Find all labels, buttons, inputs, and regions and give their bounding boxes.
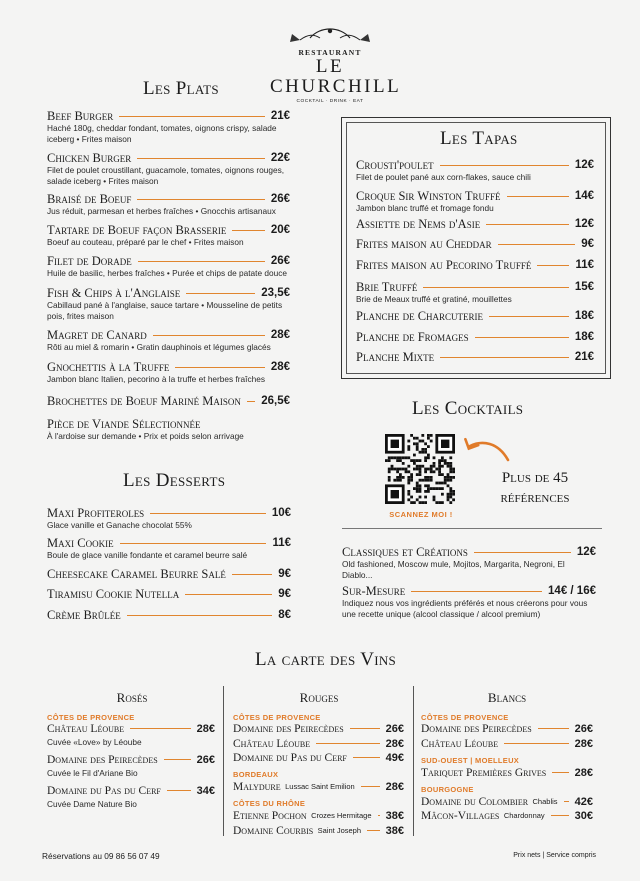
item-description: Jus réduit, parmesan et herbes fraîches • Gnocchis artisanaux [47,206,276,216]
item-name: Sur-Mesure [342,583,406,598]
wine-region: Chardonnay [503,811,545,820]
menu-item [47,608,291,622]
item-name: Planche de Fromages [356,329,469,344]
wine-row [233,722,404,735]
item-name: Brie Truffé [356,279,418,294]
category-label: CÔTES DU RHÔNE [233,799,306,808]
wine-sub: Cuvée le Fil d'Ariane Bio [47,768,138,778]
refs-line1: Plus de 45 [501,470,569,486]
scan-label: SCANNEZ MOI ! [389,510,453,519]
rouges-title: Rouges [299,690,339,705]
menu-item [47,151,290,186]
item-description: Indiquez nous vos ingrédients préférés et nous créerons pour vous une recette unique (alcool classique / alcool premium) [342,598,588,619]
item-price: 28€ [270,329,290,341]
item-name: Magret de Canard [47,327,147,342]
item-name: Crème Brûlée [47,607,121,622]
wine-name: Mâcon-Villages [421,809,500,822]
wine-name: Domaine des Peirecèdes [233,722,344,735]
menu-item [356,350,594,364]
item-name: Brochettes de Boeuf Mariné Maison [47,393,241,408]
item-price: 12€ [576,546,596,558]
ornament-icon [270,24,390,48]
wine-row [233,824,404,837]
wine-row [233,751,404,764]
item-name: Fish & Chips à l'Anglaise [47,285,181,300]
menu-item [356,217,594,231]
column-divider [413,686,414,836]
item-description: Haché 180g, cheddar fondant, tomates, oignons crispy, salade iceberg • Frites maison [47,123,277,144]
category-label: BOURGOGNE [421,785,474,794]
wine-row [421,809,593,822]
item-name: Frites maison au Pecorino Truffé [356,257,532,272]
wine-price: 28€ [385,780,404,793]
item-name: Tartare de Boeuf façon Brasserie [47,222,227,237]
wine-row [47,722,215,735]
wine-region: Chablis [532,797,558,806]
item-name: Classiques et Créations [342,544,468,559]
menu-item [356,309,594,323]
qr-code[interactable] [385,434,455,504]
wine-name: Tariquet Premières Grives [421,766,547,779]
item-description: Brie de Meaux truffé et gratiné, mouillettes [356,294,512,304]
category-label: CÔTES DE PROVENCE [47,713,135,722]
wine-name: Malydure [233,780,281,793]
wine-price: 28€ [574,766,593,779]
item-description: Glace vanille et Ganache chocolat 55% [47,520,192,530]
wine-region: Lussac Saint Emilion [285,782,355,791]
qr-code-icon [385,434,455,504]
tapas-title: Les Tapas [440,128,518,149]
item-description: Filet de poulet pané aux corn-flakes, sauce chili [356,172,531,182]
wine-price: 26€ [385,722,404,735]
wine-price: 28€ [196,722,215,735]
logo-tagline: COCKTAIL · DRINK · EAT [296,99,364,104]
wine-name: Château Léoube [421,737,499,750]
refs-line2: références [500,490,570,506]
reservations-text: Réservations au 09 86 56 07 49 [42,851,160,861]
menu-item [356,189,594,214]
wine-name: Château Léoube [233,737,311,750]
wine-price: 34€ [196,784,215,797]
item-price: 26,5€ [261,395,290,407]
wine-price: 30€ [574,809,593,822]
item-price: 21€ [574,351,594,363]
item-name: Planche Mixte [356,349,435,364]
menu-item [47,567,291,581]
wine-price: 38€ [385,824,404,837]
category-label: CÔTES DE PROVENCE [233,713,321,722]
item-price: 26€ [270,193,290,205]
cocktails-divider [342,528,602,529]
category-label: CÔTES DE PROVENCE [421,713,509,722]
item-description: Jambon blanc truffé et fromage fondu [356,203,494,213]
wine-price: 49€ [385,751,404,764]
menu-item [47,286,290,321]
item-name: Braisé de Boeuf [47,191,132,206]
wine-row [233,780,404,793]
menu-item [47,536,291,561]
item-description: Boeuf au couteau, préparé par le chef • Frites maison [47,237,244,247]
item-name: Crousti'poulet [356,157,434,172]
item-description: Boule de glace vanille fondante et caramel beurre salé [47,550,248,560]
cocktails-title: Les Cocktails [412,398,524,419]
item-name: Gnochettis à la Truffe [47,359,170,374]
wine-name: Domaine Courbis [233,824,314,837]
item-name: Pièce de Viande Sélectionnée [47,416,201,431]
wine-name: Château Léoube [47,722,125,735]
menu-item [356,237,594,251]
menu-item [47,360,290,385]
prices-note: Prix nets | Service compris [513,852,596,859]
item-description: Jambon blanc Italien, pecorino à la truffe et herbes fraîches [47,374,265,384]
item-description: À l'ardoise sur demande • Prix et poids selon arrivage [47,431,244,441]
column-divider [223,686,224,836]
item-price: 12€ [574,218,594,230]
item-price: 8€ [278,609,291,621]
blancs-title: Blancs [487,690,527,705]
wine-region: Saint Joseph [317,826,362,835]
item-price: 10€ [271,507,291,519]
wine-row [421,722,593,735]
item-name: Tiramisu Cookie Nutella [47,586,180,601]
wine-price: 42€ [574,795,593,808]
item-name: Chicken Burger [47,150,132,165]
item-price: 26€ [270,255,290,267]
logo-restaurant: RESTAURANT [298,48,362,57]
vins-title: La carte des Vins [255,649,397,670]
item-price: 18€ [574,331,594,343]
wine-region: Crozes Hermitage [311,811,372,820]
item-price: 22€ [270,152,290,164]
category-label: SUD-OUEST | MOELLEUX [421,756,520,765]
item-description: Rôti au miel & romarin • Gratin dauphinois et légumes glacés [47,342,271,352]
item-name: Frites maison au Cheddar [356,236,492,251]
item-price: 28€ [270,361,290,373]
menu-item [356,280,594,305]
item-description: Filet de poulet croustillant, guacamole, tomates, oignons rouges, salade iceberg • Frites maison [47,165,285,186]
wine-row [47,784,215,797]
menu-item [47,223,290,248]
roses-title: Rosés [116,690,148,705]
item-price: 18€ [574,310,594,322]
wine-name: Domaine du Pas du Cerf [47,784,161,797]
item-price: 9€ [278,588,291,600]
plats-title: Les Plats [143,78,219,99]
desserts-title: Les Desserts [123,470,226,491]
menu-item [47,254,290,279]
item-price: 11€ [272,537,291,549]
logo [270,24,402,104]
wine-row [421,766,593,779]
menu-item [342,584,596,619]
wine-price: 26€ [574,722,593,735]
item-price: 14€ [574,190,594,202]
item-price: 15€ [574,281,594,293]
item-name: Filet de Dorade [47,253,132,268]
wine-row [47,753,215,766]
menu-item [342,545,596,580]
wine-price: 28€ [574,737,593,750]
item-name: Cheesecake Caramel Beurre Salé [47,566,226,581]
item-name: Maxi Cookie [47,535,114,550]
wine-price: 28€ [385,737,404,750]
wine-price: 26€ [196,753,215,766]
wine-name: Domaine du Colombier [421,795,529,808]
wine-row [421,737,593,750]
item-name: Assiette de Nems d'Asie [356,216,481,231]
item-name: Planche de Charcuterie [356,308,484,323]
wine-sub: Cuvée «Love» by Léoube [47,737,142,747]
menu-item [356,158,594,183]
menu-item [47,192,290,217]
wine-name: Domaine des Peirecèdes [47,753,158,766]
item-price: 9€ [581,238,594,250]
wine-row [233,737,404,750]
item-name: Beef Burger [47,108,114,123]
item-description: Cabillaud pané à l'anglaise, sauce tartare • Mousseline de petits pois, frites maison [47,300,283,321]
wine-row [233,809,404,822]
item-price: 14€ / 16€ [548,585,596,597]
menu-item [47,328,290,353]
logo-name: LE CHURCHILL [270,56,402,97]
item-price: 12€ [574,159,594,171]
menu-item [47,587,291,601]
category-label: BORDEAUX [233,770,279,779]
wine-name: Domaine du Pas du Cerf [233,751,347,764]
item-price: 23,5€ [261,287,290,299]
menu-item [47,506,291,531]
item-description: Huile de basilic, herbes fraîches • Purée et chips de patate douce [47,268,287,278]
menu-item [356,330,594,344]
item-price: 11€ [575,259,594,271]
wine-row [421,795,593,808]
item-price: 21€ [270,110,290,122]
item-name: Croque Sir Winston Truffé [356,188,501,203]
menu-item [47,394,290,408]
wine-name: Domaine des Peirecèdes [421,722,532,735]
item-description: Old fashioned, Moscow mule, Mojitos, Margarita, Negroni, El Diablo... [342,559,565,580]
wine-name: Etienne Pochon [233,809,307,822]
arrow-icon [462,434,512,464]
menu-item [47,109,290,144]
item-price: 9€ [278,568,291,580]
menu-item [47,417,290,442]
item-price: 20€ [270,224,290,236]
menu-item [356,258,594,272]
wine-price: 38€ [385,809,404,822]
wine-sub: Cuvée Dame Nature Bio [47,799,137,809]
item-name: Maxi Profiteroles [47,505,145,520]
